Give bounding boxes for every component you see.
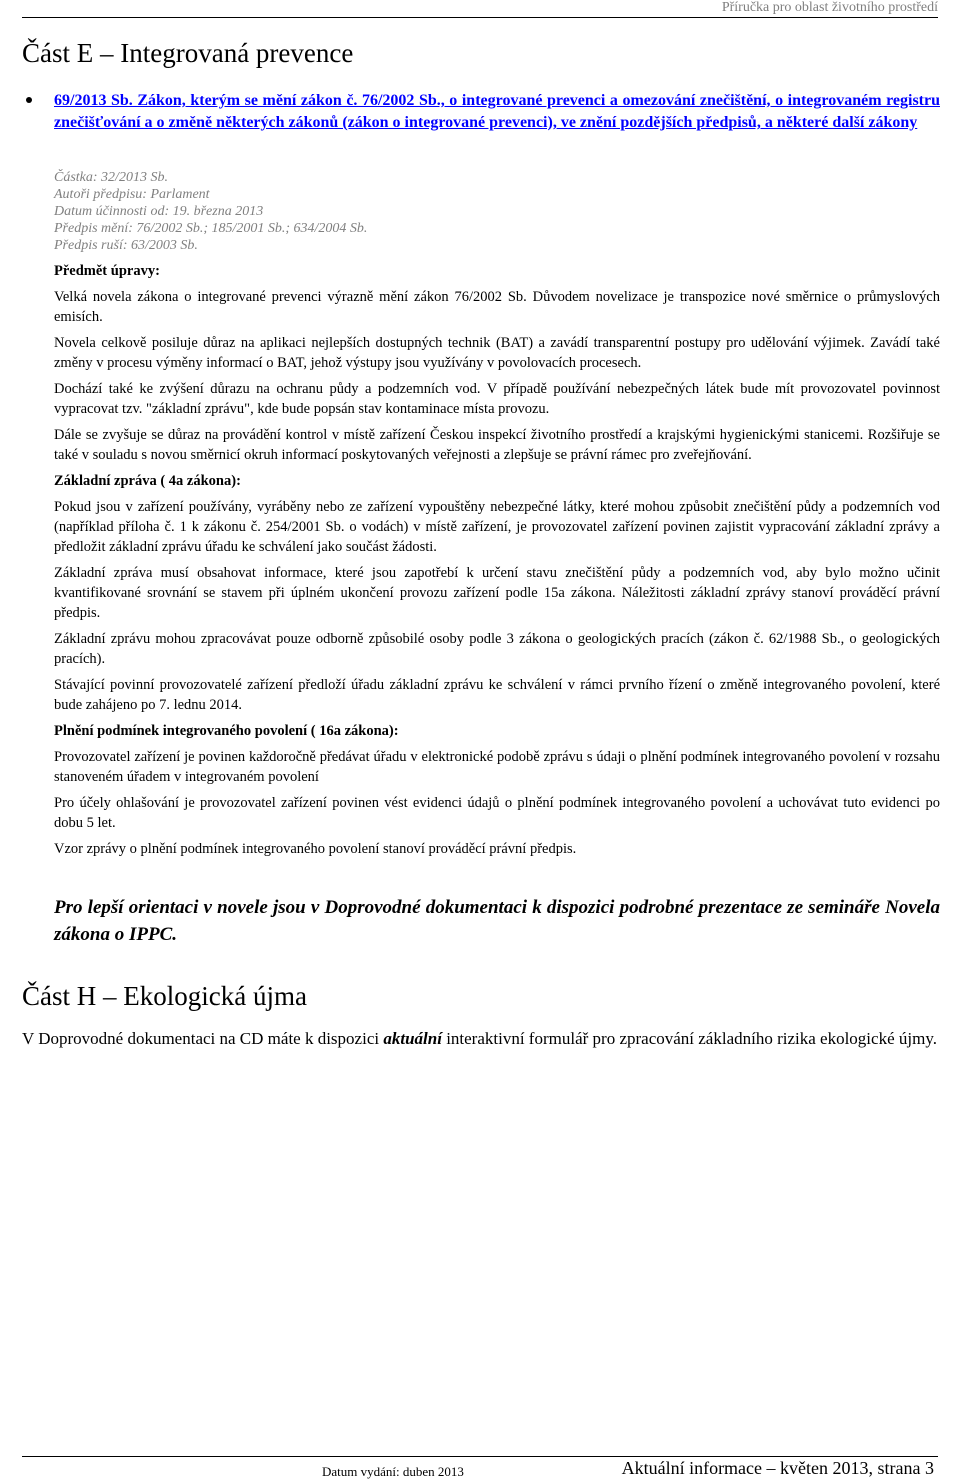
page-header-title: Příručka pro oblast životního prostředí bbox=[721, 0, 938, 15]
paragraph: Základní zpráva musí obsahovat informace, které jsou zapotřebí k určení stavu znečištění půdy a podzemních vod, aby bylo možno učinit kvantifikované srovnání se stavem při úplném ukončení provozu zařízení podle 15a zákona. Náležitosti základní zprávy stanoví prováděcí právní předpis. bbox=[54, 565, 940, 621]
section-h-text-start: V Doprovodné dokumentaci na CD máte k dispozici bbox=[22, 1029, 384, 1048]
conditions-heading: Plnění podmínek integrovaného povolení ( 16a zákona): bbox=[54, 723, 399, 739]
paragraph: Dále se zvyšuje se důraz na provádění kontrol v místě zařízení Českou inspekcí životního prostředí a krajskými hygienickými stanicemi. Rozšiřuje se také v souladu s novou směrnicí okruh informací poskytovaných veřejnosti a zlepšuje se právní rámec pro zveřejňování. bbox=[54, 427, 940, 463]
paragraph: Dochází také ke zvýšení důrazu na ochranu půdy a podzemních vod. V případě používání nebezpečných látek bude mít provozovatel povinnost vypracovat tzv. "základní zprávu", kde bude popsán stav kontaminace místa provozu. bbox=[54, 381, 940, 417]
section-e-title: Část E – Integrovaná prevence bbox=[22, 38, 354, 68]
paragraph: Velká novela zákona o integrované prevenci výrazně mění zákon 76/2002 Sb. Důvodem novelizace je transpozice nové směrnice o průmyslových emisích. bbox=[54, 289, 940, 325]
section-h-text-end: interaktivní formulář pro zpracování základního rizika ekologické újmy. bbox=[441, 1029, 937, 1048]
footer-divider bbox=[22, 1456, 938, 1457]
footer-issue-date: Datum vydání: duben 2013 bbox=[322, 1464, 464, 1479]
section-h-text bbox=[22, 1026, 940, 1051]
report-heading: Základní zpráva ( 4a zákona): bbox=[54, 473, 241, 489]
subject-heading: Předmět úpravy: bbox=[54, 263, 160, 279]
section-h-text-emphasis: aktuální bbox=[383, 1029, 442, 1048]
meta-effective-date: Datum účinnosti od: 19. března 2013 bbox=[54, 204, 264, 219]
orientation-note: Pro lepší orientaci v novele jsou v Doprovodné dokumentaci k dispozici podrobné prezentace ze semináře Novela zákona o IPPC. bbox=[54, 897, 940, 945]
paragraph: Základní zprávu mohou zpracovávat pouze odborně způsobilé osoby podle 3 zákona o geologických pracích (zákon č. 62/1988 Sb., o geologických pracích). bbox=[54, 631, 940, 667]
section-h-title: Část H – Ekologická újma bbox=[22, 981, 307, 1011]
law-content bbox=[54, 261, 940, 865]
paragraph: Provozovatel zařízení je povinen každoročně předávat úřadu v elektronické podobě zprávu s údaji o plnění podmínek integrovaného povolení v rozsahu stanoveném úřadem v integrovaném povolení bbox=[54, 749, 940, 785]
paragraph: Vzor zprávy o plnění podmínek integrovaného povolení stanoví prováděcí právní předpis. bbox=[54, 841, 577, 857]
meta-repeals: Předpis ruší: 63/2003 Sb. bbox=[54, 238, 198, 253]
law-metadata bbox=[54, 169, 934, 254]
paragraph: Stávající povinní provozovatelé zařízení předloží úřadu základní zprávu ke schválení v rámci prvního řízení o změně integrovaného povolení, které bude zahájeno po 7. lednu 2014. bbox=[54, 677, 940, 713]
footer-page-info: Aktuální informace – květen 2013, strana 3 bbox=[621, 1458, 934, 1478]
paragraph: Pro účely ohlašování je provozovatel zařízení povinen vést evidenci údajů o plnění podmínek integrovaného povolení a uchovávat tuto evidenci po dobu 5 let. bbox=[54, 795, 940, 831]
paragraph: Pokud jsou v zařízení používány, vyráběny nebo ze zařízení vypouštěny nebezpečné látky, které mohou způsobit znečištění půdy a podzemních vod (například příloha č. 1 k zákonu č. 254/2001 Sb. o vodách) v místě zařízení, je provozovatel zařízení povinen zajistit vypracování základní zprávy a předložit základní zprávu úřadu ke schválení jako součást žádosti. bbox=[54, 499, 940, 555]
meta-authors: Autoři předpisu: Parlament bbox=[54, 187, 210, 202]
header-divider bbox=[22, 17, 938, 18]
paragraph: Novela celkově posiluje důraz na aplikaci nejlepších dostupných technik (BAT) a zavádí transparentní postupy pro udělování výjimek. Zavádí také změny v procesu výměny informací o BAT, jehož výstupy jsou využívány v povolovacích procesech. bbox=[54, 335, 940, 371]
law-title-link[interactable]: 69/2013 Sb. Zákon, kterým se mění zákon č. 76/2002 Sb., o integrované prevenci a omezování znečištění, o integrovaném registru znečišťování a o změně některých zákonů (zákon o integrované prevenci), ve znění pozdějších předpisů, a některé další zákony bbox=[54, 92, 940, 131]
bullet-icon bbox=[26, 97, 32, 103]
meta-part: Částka: 32/2013 Sb. bbox=[54, 170, 168, 185]
meta-amends: Předpis mění: 76/2002 Sb.; 185/2001 Sb.; 634/2004 Sb. bbox=[54, 221, 368, 236]
